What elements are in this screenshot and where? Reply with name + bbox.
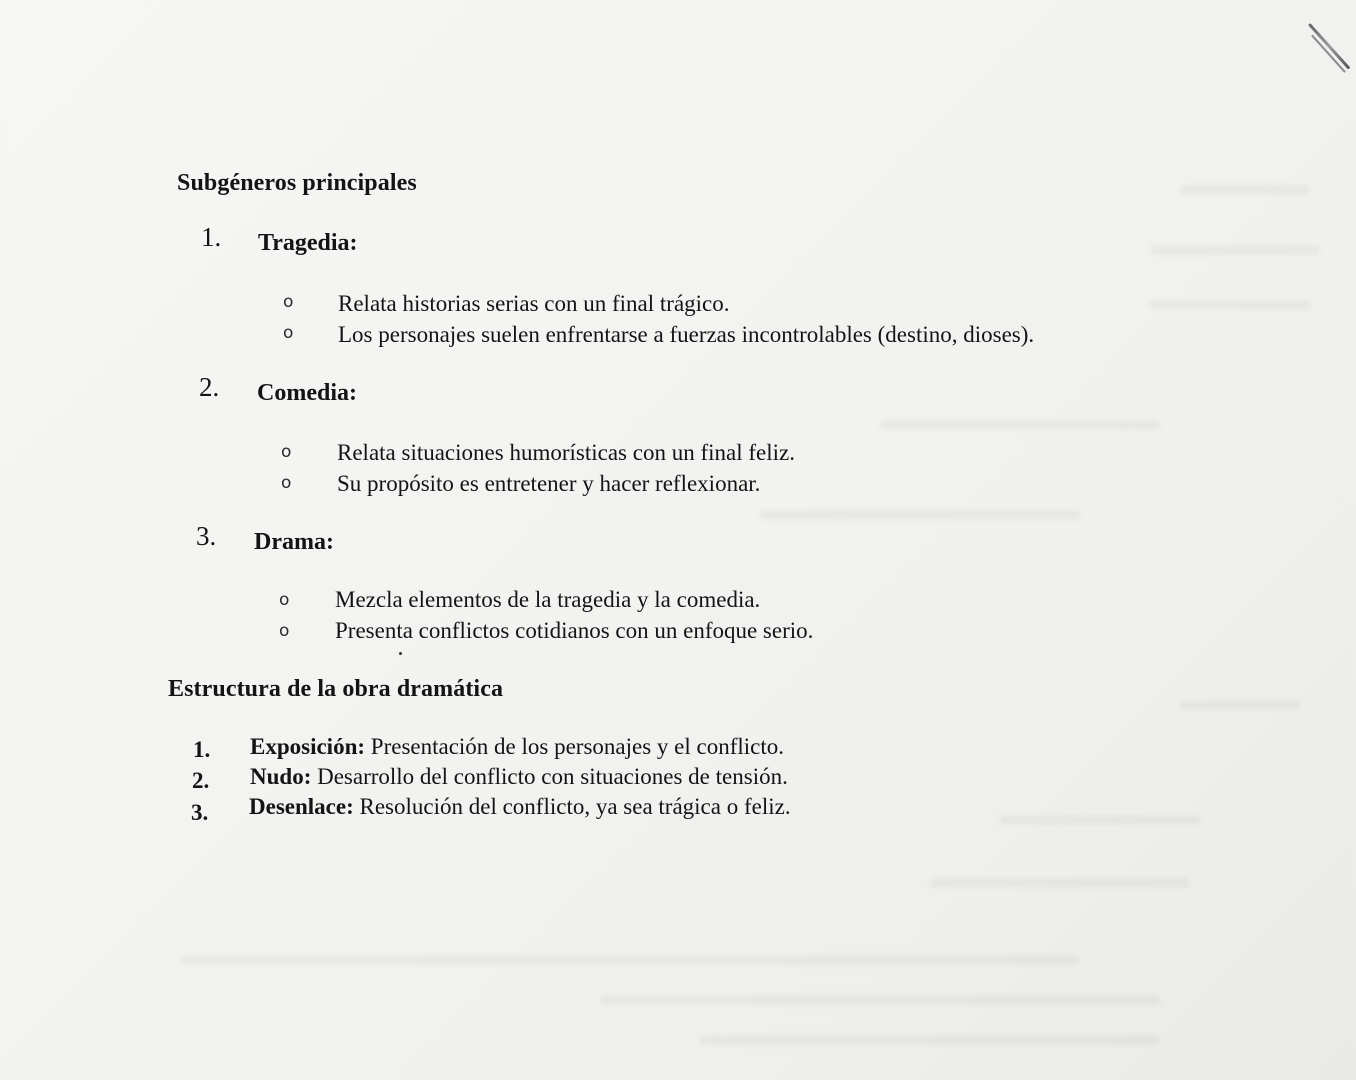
bleed-through-line [880, 420, 1160, 430]
list-number: 2. [192, 768, 210, 793]
bleed-through-line [700, 1035, 1160, 1045]
list-item: Relata historias serias con un final trágico. [338, 291, 730, 316]
list-item: Presenta conflictos cotidianos con un enfoque serio. [335, 618, 814, 643]
bleed-through-line [1180, 700, 1300, 710]
bullet-icon: o [283, 323, 294, 343]
section-title-subgeneros: Subgéneros principales [177, 170, 417, 196]
structure-description: Presentación de los personajes y el conflicto. [365, 734, 785, 759]
bleed-through-line [1150, 300, 1310, 310]
bleed-through-line [600, 995, 1160, 1005]
bleed-through-line [1000, 815, 1200, 825]
structure-description: Resolución del conflicto, ya sea trágica o feliz. [353, 794, 791, 819]
bleed-through-line [180, 955, 1080, 965]
structure-description: Desarrollo del conflicto con situaciones de tensión. [311, 764, 788, 789]
bleed-through-line [930, 878, 1190, 888]
list-number: 3. [196, 521, 217, 551]
bleed-through-line [760, 510, 1080, 520]
bullet-icon: o [281, 473, 292, 493]
list-item: Su propósito es entretener y hacer reflexionar. [337, 471, 761, 496]
structure-term: Exposición: [250, 734, 366, 759]
list-number: 3. [191, 800, 209, 825]
list-item: Relata situaciones humorísticas con un final feliz. [337, 440, 795, 465]
list-number: 1. [201, 222, 222, 252]
list-number: 2. [199, 372, 220, 402]
list-item: Mezcla elementos de la tragedia y la comedia. [335, 587, 761, 612]
bullet-icon: o [279, 621, 290, 641]
stray-mark [399, 652, 402, 655]
bullet-icon: o [279, 590, 290, 610]
staple-icon [1306, 23, 1356, 79]
structure-term: Nudo: [250, 764, 312, 789]
list-number: 1. [193, 737, 211, 762]
subgenre-title-drama: Drama: [254, 529, 334, 555]
list-item: Los personajes suelen enfrentarse a fuerzas incontrolables (destino, dioses). [338, 322, 1035, 347]
structure-item-desenlace [249, 794, 791, 820]
subgenre-title-tragedia: Tragedia: [258, 230, 358, 256]
bleed-through-line [1150, 245, 1320, 255]
subgenre-title-comedia: Comedia: [257, 380, 357, 406]
structure-item-exposicion [250, 734, 784, 760]
structure-term: Desenlace: [249, 794, 354, 819]
bullet-icon: o [283, 292, 294, 312]
bullet-icon: o [281, 442, 292, 462]
structure-item-nudo [250, 764, 788, 790]
bleed-through-line [1180, 185, 1310, 195]
section-title-estructura: Estructura de la obra dramática [168, 676, 504, 702]
